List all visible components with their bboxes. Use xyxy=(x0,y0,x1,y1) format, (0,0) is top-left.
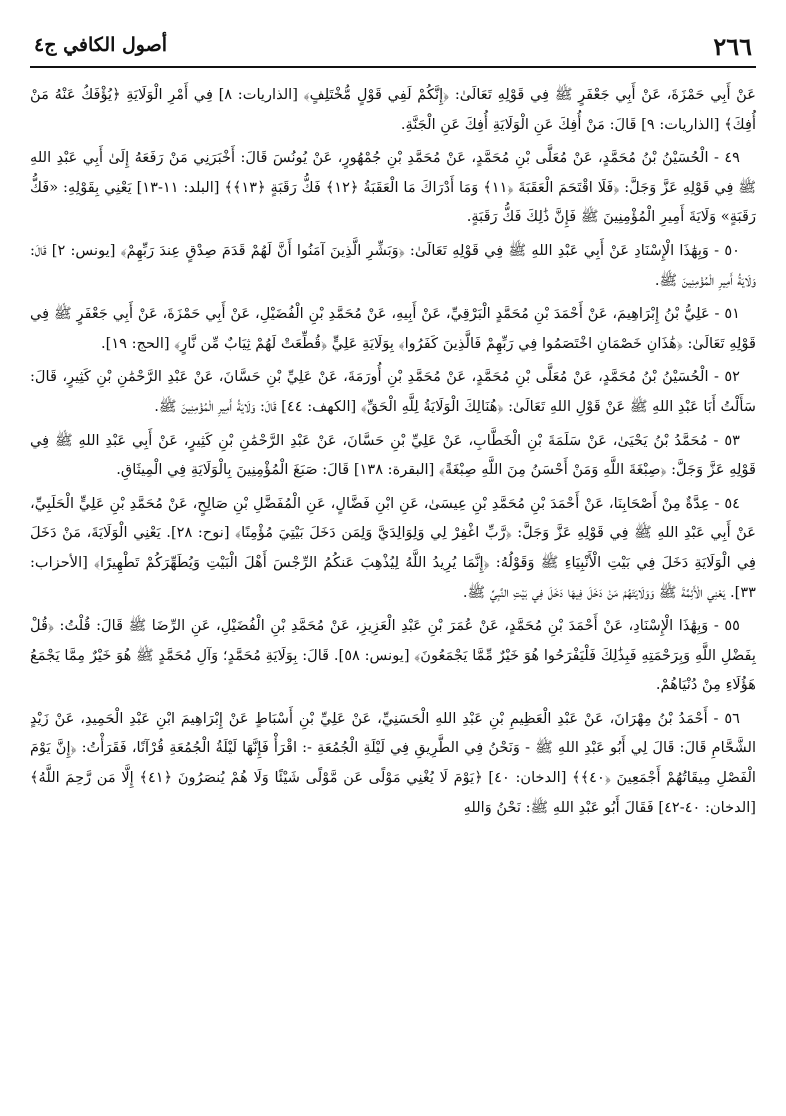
hadith-52: ٥٢ - الْحُسَيْنُ بْنُ مُحَمَّدٍ، عَنْ مُعَلَّى بْنِ مُحَمَّدٍ، عَنْ مُحَمَّدِ بْنِ أُورَمَةَ، عَنْ عَلِيِّ بْنِ حَسَّانَ، عَنْ عَبْدِ الرَّحْمَٰنِ بْنِ كَثِيرٍ، قَالَ: سَأَلْتُ أَبَا عَبْدِ اللهِ ﷺ عَنْ قَوْلِ اللهِ تَعَالَىٰ: ﴿هُنَالِكَ الْوَلَايَةُ لِلَّهِ الْحَقِّ﴾ [الكهف: ٤٤] قَالَ: وَلَايَةُ أَمِيرِ الْمُؤْمِنِينَ ﷺ. xyxy=(30,368,756,415)
running-title: أصول الكافي ج٤ xyxy=(34,34,168,56)
hadith-50: ٥٠ - وَبِهَٰذَا الْإِسْنَادِ عَنْ أَبِي عَبْدِ اللهِ ﷺ فِي قَوْلِهِ تَعَالَىٰ: ﴿وَبَشِّرِ الَّذِينَ آمَنُوا أَنَّ لَهُمْ قَدَمَ صِدْقٍ عِندَ رَبِّهِمْ﴾ [يونس: ٢] قَالَ: وَلَايَةُ أَمِيرِ الْمُؤْمِنِينَ ﷺ. xyxy=(30,241,756,289)
hadith-56: ٥٦ - أَحْمَدُ بْنُ مِهْرَانَ، عَنْ عَبْدِ الْعَظِيمِ بْنِ عَبْدِ اللهِ الْحَسَنِيِّ، عَنْ عَلِيِّ بْنِ أَسْبَاطٍ عَنْ إِبْرَاهِيمَ ابْنِ عَبْدِ الْحَمِيدِ، عَنْ زَيْدٍ الشَّحَّامِ قَالَ: قَالَ لِي أَبُو عَبْدِ اللهِ ﷺ - وَنَحْنُ فِي الطَّرِيقِ فِي لَيْلَةِ الْجُمُعَةِ -: اقْرَأْ فَإِنَّهَا لَيْلَةُ الْجُمُعَةِ قُرْآنًا، فَقَرَأْتُ: ﴿إِنَّ يَوْمَ الْفَصْلِ مِيقَاتُهُمْ أَجْمَعِينَ ﴿٤٠﴾﴾ [الدخان: ٤٠] ﴿يَوْمَ لَا يُغْنِي مَوْلًى عَن مَّوْلًى شَيْئًا وَلَا هُمْ يُنصَرُونَ ﴿٤١﴾ إِلَّا مَن رَّحِمَ اللَّهُ﴾ [الدخان: ٤٠-٤٢] فَقَالَ أَبُو عَبْدِ اللهِ ﷺ: نَحْنُ وَاللهِ xyxy=(30,709,756,816)
page-header xyxy=(30,28,756,68)
hadith-51: ٥١ - عَلِيُّ بْنُ إِبْرَاهِيمَ، عَنْ أَحْمَدَ بْنِ مُحَمَّدٍ الْبَرْقِيِّ، عَنْ أَبِيهِ، عَنْ مُحَمَّدِ بْنِ الْفُضَيْلِ، عَنْ أَبِي حَمْزَةَ، عَنْ أَبِي جَعْفَرٍ ﷺ فِي قَوْلِهِ تَعَالَىٰ: ﴿هَٰذَانِ خَصْمَانِ اخْتَصَمُوا فِي رَبِّهِمْ فَالَّذِينَ كَفَرُوا﴾ بِوَلَايَةِ عَلِيٍّ ﴿قُطِّعَتْ لَهُمْ ثِيَابٌ مِّن نَّارٍ﴾ [الحج: ١٩]. xyxy=(30,305,756,352)
page-body xyxy=(30,80,756,822)
paragraph-continuation: عَنْ أَبِي حَمْزَةَ، عَنْ أَبِي جَعْفَرٍ ﷺ فِي قَوْلِهِ تَعَالَىٰ: ﴿إِنَّكُمْ لَفِي قَوْلٍ مُّخْتَلِفٍ﴾ [الذاريات: ٨] فِي أَمْرِ الْوَلَايَةِ ﴿يُؤْفَكُ عَنْهُ مَنْ أُفِكَ﴾ [الذاريات: ٩] قَالَ: مَنْ أُفِكَ عَنِ الْوَلَايَةِ أُفِكَ عَنِ الْجَنَّةِ. xyxy=(30,86,756,133)
hadith-55: ٥٥ - وَبِهَٰذَا الْإِسْنَادِ، عَنْ أَحْمَدَ بْنِ مُحَمَّدٍ، عَنْ عُمَرَ بْنِ عَبْدِ الْعَزِيزِ، عَنْ مُحَمَّدِ بْنِ الْفُضَيْلِ، عَنِ الرِّضَا ﷺ قَالَ: قُلْتُ: ﴿قُلْ بِفَضْلِ اللَّهِ وَبِرَحْمَتِهِ فَبِذَٰلِكَ فَلْيَفْرَحُوا هُوَ خَيْرٌ مِّمَّا يَجْمَعُونَ﴾ [يونس: ٥٨]. قَالَ: بِوَلَايَةِ مُحَمَّدٍ؛ وَآلِ مُحَمَّدٍ ﷺ هُوَ خَيْرٌ مِمَّا يَجْمَعُ هَؤُلَاءِ مِنْ دُنْيَاهُمْ. xyxy=(30,617,756,694)
hadith-49: ٤٩ - الْحُسَيْنُ بْنُ مُحَمَّدٍ، عَنْ مُعَلَّى بْنِ مُحَمَّدٍ، عَنْ مُحَمَّدِ بْنِ جُمْهُورٍ، عَنْ يُونُسَ قَالَ: أَخْبَرَنِي مَنْ رَفَعَهُ إِلَىٰ أَبِي عَبْدِ اللهِ ﷺ فِي قَوْلِهِ عَزَّ وَجَلَّ: ﴿فَلَا اقْتَحَمَ الْعَقَبَةَ ﴿١١﴾ وَمَا أَدْرَاكَ مَا الْعَقَبَةُ ﴿١٢﴾ فَكُّ رَقَبَةٍ ﴿١٣﴾﴾ [البلد: ١١-١٣] يَعْنِي بِقَوْلِهِ: «فَكُّ رَقَبَةٍ» وَلَايَةَ أَمِيرِ الْمُؤْمِنِينَ ﷺ فَإِنَّ ذَٰلِكَ فَكُّ رَقَبَةٍ. xyxy=(30,149,756,226)
hadith-53: ٥٣ - مُحَمَّدُ بْنُ يَحْيَىٰ، عَنْ سَلَمَةَ بْنِ الْخَطَّابِ، عَنْ عَلِيِّ بْنِ حَسَّانَ، عَنْ عَبْدِ الرَّحْمَٰنِ بْنِ كَثِيرٍ، عَنْ أَبِي عَبْدِ اللهِ ﷺ فِي قَوْلِهِ عَزَّ وَجَلَّ: ﴿صِبْغَةَ اللَّهِ وَمَنْ أَحْسَنُ مِنَ اللَّهِ صِبْغَةً﴾ [البقرة: ١٣٨] قَالَ: صَبَغَ الْمُؤْمِنِينَ بِالْوَلَايَةِ فِي الْمِيثَاقِ. xyxy=(30,431,756,479)
book-page xyxy=(30,28,756,1098)
hadith-54: ٥٤ - عِدَّةٌ مِنْ أَصْحَابِنَا، عَنْ أَحْمَدَ بْنِ مُحَمَّدِ بْنِ عِيسَىٰ، عَنِ ابْنِ فَضَّالٍ، عَنِ الْمُفَضَّلِ بْنِ صَالِحٍ، عَنْ مُحَمَّدِ بْنِ عَلِيٍّ الْحَلَبِيِّ، عَنْ أَبِي عَبْدِ اللهِ ﷺ فِي قَوْلِهِ عَزَّ وَجَلَّ: ﴿رَّبِّ اغْفِرْ لِي وَلِوَالِدَيَّ وَلِمَن دَخَلَ بَيْتِيَ مُؤْمِنًا﴾ [نوح: ٢٨]. يَعْنِي الْوَلَايَةَ، مَنْ دَخَلَ فِي الْوَلَايَةِ دَخَلَ فِي بَيْتِ الْأَنْبِيَاءِ ﷺ وَقَوْلُهُ: ﴿إِنَّمَا يُرِيدُ اللَّهُ لِيُذْهِبَ عَنكُمُ الرِّجْسَ أَهْلَ الْبَيْتِ وَيُطَهِّرَكُمْ تَطْهِيرًا﴾ [الأحزاب: ٣٣]. يَعْنِي الْأَئِمَّةَ ﷺ وَوَلَايَتَهُمْ مَنْ دَخَلَ فِيهَا دَخَلَ فِي بَيْتِ النَّبِيِّ ﷺ. xyxy=(30,494,756,601)
page-number: ٢٦٦ xyxy=(713,32,752,61)
